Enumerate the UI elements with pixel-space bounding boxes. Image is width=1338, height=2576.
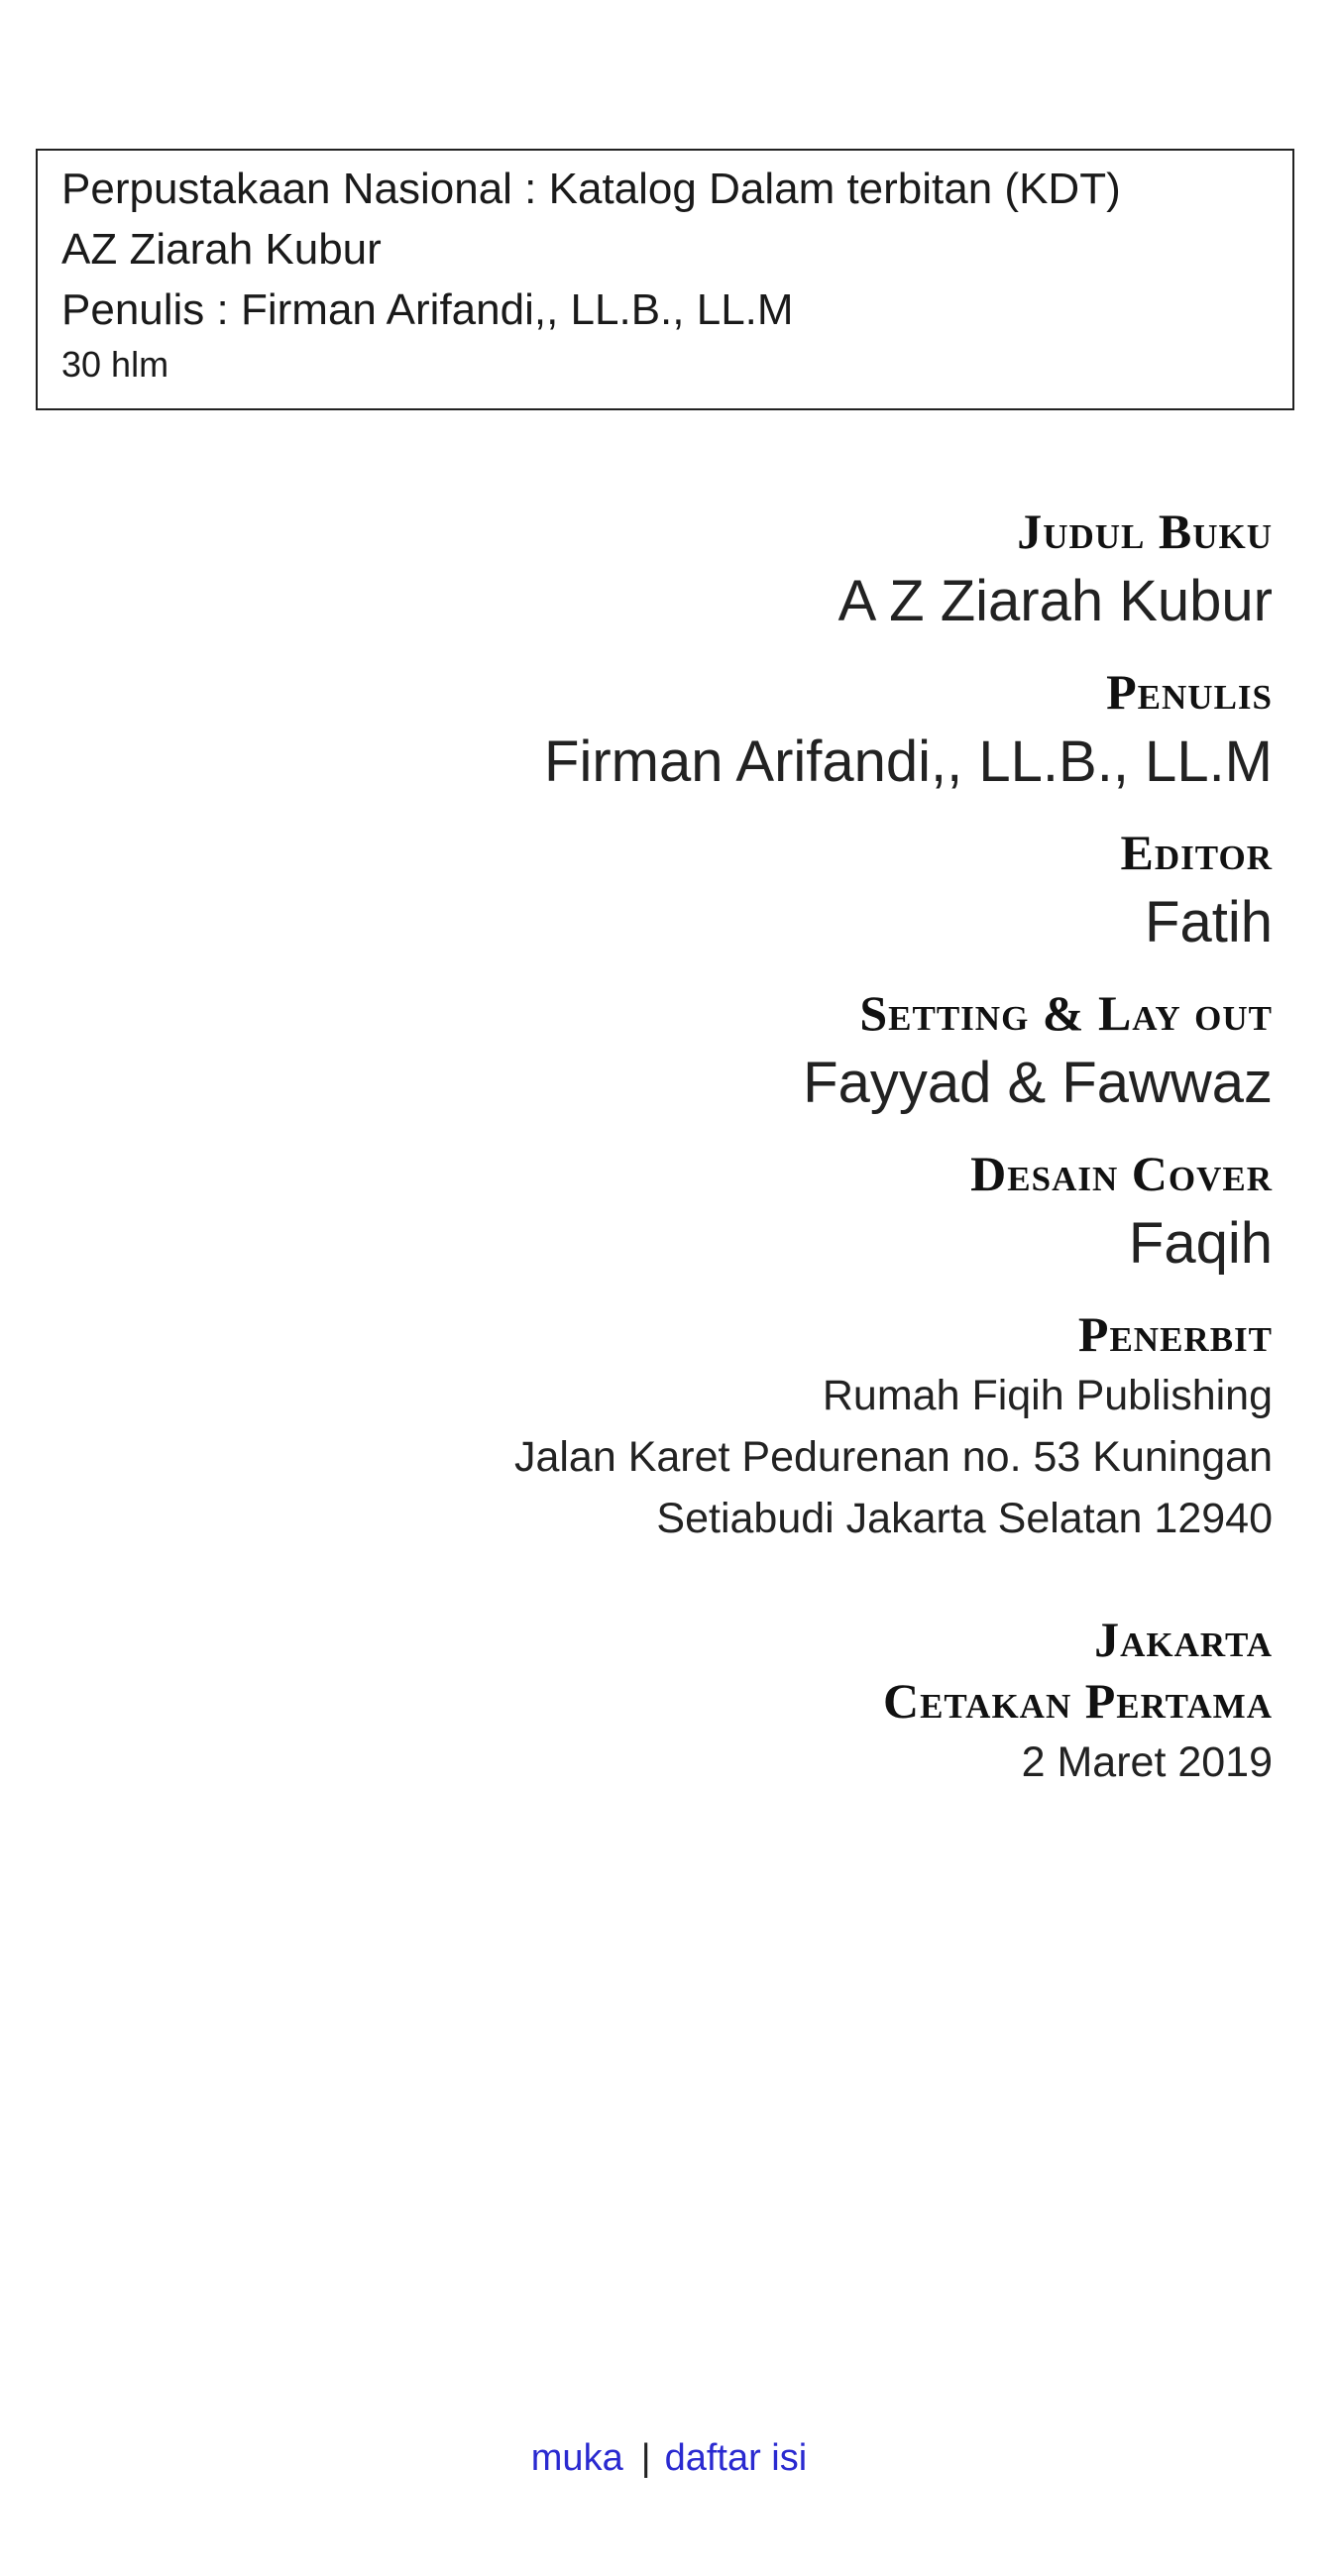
penulis-value: Firman Arifandi,, LL.B., LL.M (544, 729, 1273, 794)
nav-separator: | (640, 2437, 651, 2479)
setting-label: Setting & Lay out (859, 985, 1273, 1041)
penerbit-address-line1: Jalan Karet Pedurenan no. 53 Kuningan (513, 1433, 1273, 1481)
kdt-catalog-box (36, 149, 1294, 410)
kdt-page-count: 30 hlm (61, 344, 169, 385)
desain-value: Faqih (1128, 1211, 1273, 1276)
penerbit-label: Penerbit (1077, 1306, 1273, 1362)
publication-date: 2 Maret 2019 (1021, 1738, 1273, 1786)
spacer (83, 1549, 1273, 1609)
toc-link[interactable]: daftar isi (664, 2437, 808, 2479)
kdt-title: Perpustakaan Nasional : Katalog Dalam terbitan (KDT) (61, 165, 1121, 213)
home-link[interactable]: muka (530, 2437, 623, 2479)
judul-label: Judul Buku (1017, 504, 1273, 559)
penulis-label: Penulis (1106, 664, 1273, 720)
editor-label: Editor (1120, 825, 1273, 880)
editor-value: Fatih (1145, 890, 1273, 954)
credits-section (83, 501, 1273, 1793)
kdt-author: Penulis : Firman Arifandi,, LL.B., LL.M (61, 285, 794, 334)
penerbit-name: Rumah Fiqih Publishing (822, 1372, 1273, 1419)
kdt-book-title: AZ Ziarah Kubur (61, 225, 382, 274)
setting-value: Fayyad & Fawwaz (803, 1051, 1273, 1115)
printing-label: Cetakan Pertama (882, 1673, 1273, 1729)
judul-value: A Z Ziarah Kubur (837, 569, 1273, 633)
city-label: Jakarta (1094, 1612, 1273, 1667)
desain-label: Desain Cover (970, 1146, 1273, 1201)
footer-nav (0, 2433, 1338, 2483)
penerbit-address-line2: Setiabudi Jakarta Selatan 12940 (656, 1495, 1273, 1542)
